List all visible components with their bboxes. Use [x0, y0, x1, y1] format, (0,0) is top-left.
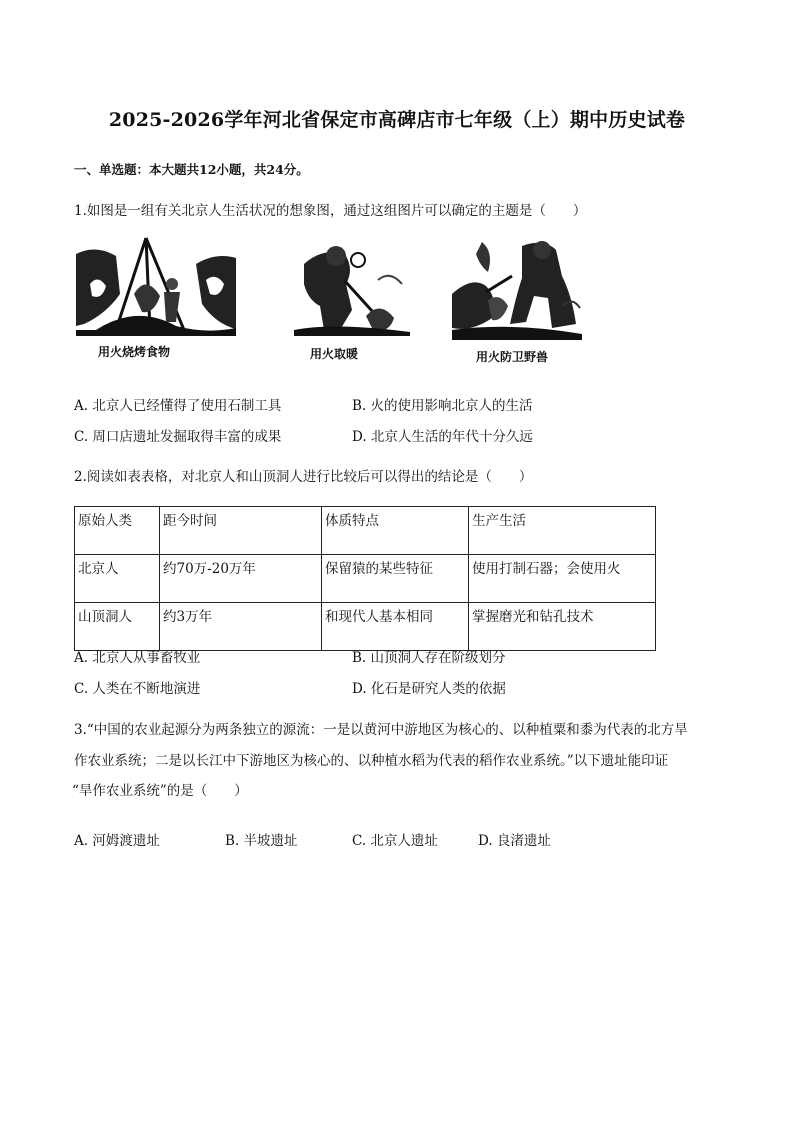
q3-option-c[interactable]: C. 北京人遗址	[352, 833, 438, 849]
table-header-row	[75, 507, 656, 555]
caption-defending: 用火防卫野兽	[476, 350, 549, 364]
q2-option-c[interactable]: C. 人类在不断地演进	[74, 681, 201, 697]
table-cell: 约70万-20万年	[160, 555, 322, 603]
q3-option-d[interactable]: D. 良渚遗址	[478, 833, 551, 849]
table-cell: 使用打制石器；会使用火	[469, 555, 656, 603]
table-header-cell: 生产生活	[469, 507, 656, 555]
section-heading: 一、单选题：本大题共12小题，共24分。	[74, 162, 309, 177]
q2-option-b[interactable]: B. 山顶洞人存在阶级划分	[352, 650, 506, 666]
table-header-cell: 距今时间	[160, 507, 322, 555]
table-cell: 保留猿的某些特征	[322, 555, 469, 603]
q2-option-d[interactable]: D. 化石是研究人类的依据	[352, 681, 506, 697]
table-row	[75, 603, 656, 651]
defending-beasts-illustration	[452, 236, 582, 340]
table-cell: 山顶洞人	[75, 603, 160, 651]
q1-option-a[interactable]: A. 北京人已经懂得了使用石制工具	[74, 398, 282, 414]
table-cell: 北京人	[75, 555, 160, 603]
caption-warming: 用火取暖	[310, 347, 359, 361]
question-2-stem: 2.阅读如表表格，对北京人和山顶洞人进行比较后可以得出的结论是（ ）	[74, 469, 533, 485]
comparison-table	[74, 506, 656, 651]
keeping-warm-illustration	[294, 240, 410, 336]
question-1-stem: 1.如图是一组有关北京人生活状况的想象图，通过这组图片可以确定的主题是（ ）	[74, 203, 587, 219]
table-header-cell: 原始人类	[75, 507, 160, 555]
q2-option-a[interactable]: A. 北京人从事畜牧业	[74, 650, 201, 666]
table-cell: 掌握磨光和钻孔技术	[469, 603, 656, 651]
q3-option-b[interactable]: B. 半坡遗址	[225, 833, 298, 849]
table-cell: 和现代人基本相同	[322, 603, 469, 651]
roasting-food-illustration	[76, 234, 236, 336]
caption-roasting: 用火烧烤食物	[98, 345, 171, 359]
question-3-line-1: 3.“中国的农业起源分为两条独立的源流：一是以黄河中游地区为核心的、以种植粟和黍为代表的北方旱	[74, 722, 688, 738]
question-3-line-2: 作农业系统；二是以长江中下游地区为核心的、以种植水稻为代表的稻作农业系统。”以下遗址能印证	[74, 753, 669, 769]
question-3-line-3: “旱作农业系统”的是（ ）	[72, 783, 248, 799]
q1-option-d[interactable]: D. 北京人生活的年代十分久远	[352, 429, 533, 445]
q3-option-a[interactable]: A. 河姆渡遗址	[74, 833, 160, 849]
table-row	[75, 555, 656, 603]
page-title: 2025-2026学年河北省保定市高碑店市七年级（上）期中历史试卷	[108, 109, 686, 131]
table-header-cell: 体质特点	[322, 507, 469, 555]
table-cell: 约3万年	[160, 603, 322, 651]
q1-option-c[interactable]: C. 周口店遗址发掘取得丰富的成果	[74, 429, 282, 445]
q1-option-b[interactable]: B. 火的使用影响北京人的生活	[352, 398, 533, 414]
